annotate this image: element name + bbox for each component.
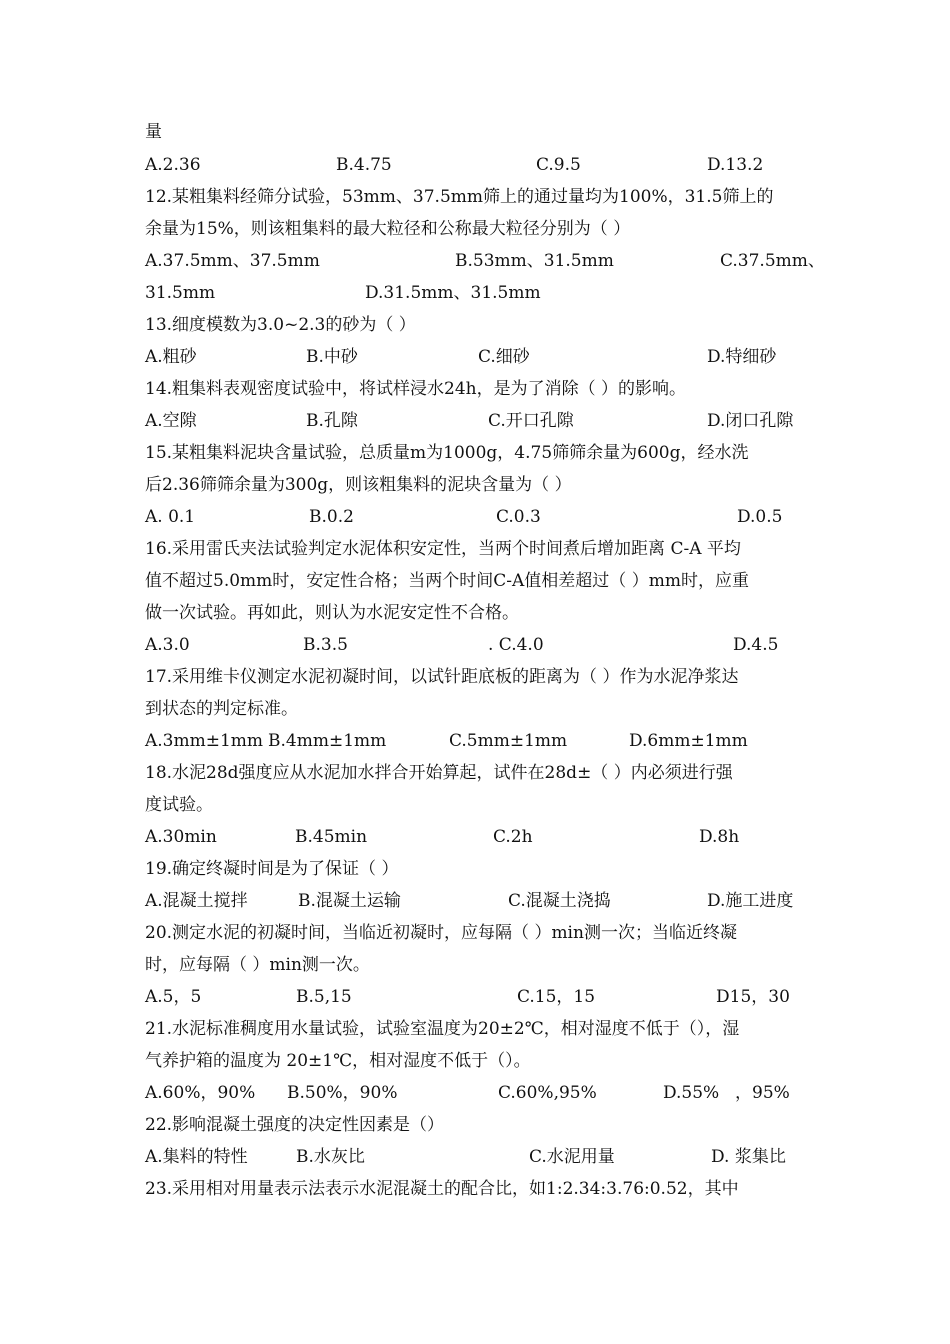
answer-option: D.31.5mm、31.5mm xyxy=(365,283,541,303)
answer-option: A.37.5mm、37.5mm xyxy=(145,251,320,271)
answer-option: B.混凝土运输 xyxy=(298,891,401,911)
text-line: 23.采用相对用量表示法表示水泥混凝土的配合比，如1:2.34:3.76:0.52，其中 xyxy=(145,1179,739,1199)
text-line: 做一次试验。再如此，则认为水泥安定性不合格。 xyxy=(145,603,519,623)
answer-option: D.13.2 xyxy=(707,155,764,175)
answer-option: A.空隙 xyxy=(145,411,197,431)
text-line: 21.水泥标准稠度用水量试验，试验室温度为20±2℃，相对湿度不低于（），湿 xyxy=(145,1019,740,1039)
answer-option: D. 浆集比 xyxy=(711,1147,786,1167)
answer-option: A.3mm±1mm xyxy=(145,731,264,751)
text-line: 量 xyxy=(145,122,162,142)
answer-option: C.2h xyxy=(493,827,533,847)
text-line: 14.粗集料表观密度试验中，将试样浸水24h，是为了消除（ ）的影响。 xyxy=(145,379,687,399)
answer-option: C.细砂 xyxy=(478,347,530,367)
text-line: 值不超过5.0mm时，安定性合格；当两个时间C-A值相差超过（ ）mm时，应重 xyxy=(145,571,749,591)
text-line: 时，应每隔（ ）min测一次。 xyxy=(145,955,370,975)
text-line: 17.采用维卡仪测定水泥初凝时间，以试针距底板的距离为（ ）作为水泥净浆达 xyxy=(145,667,739,687)
answer-option: C.9.5 xyxy=(536,155,581,175)
text-line: 13.细度模数为3.0~2.3的砂为（ ） xyxy=(145,315,416,335)
answer-option: A.集料的特性 xyxy=(145,1147,248,1167)
text-line: 19.确定终凝时间是为了保证（ ） xyxy=(145,859,399,879)
answer-option: C.开口孔隙 xyxy=(488,411,574,431)
answer-option: B.50%，90% xyxy=(287,1083,398,1103)
text-line: 20.测定水泥的初凝时间，当临近初凝时，应每隔（ ）min测一次；当临近终凝 xyxy=(145,923,737,943)
answer-option: D.4.5 xyxy=(733,635,779,655)
answer-option: D.55% xyxy=(663,1083,720,1103)
answer-option: A.混凝土搅拌 xyxy=(145,891,248,911)
answer-option: 31.5mm xyxy=(145,283,216,303)
answer-option: A.3.0 xyxy=(145,635,190,655)
answer-option: B.水灰比 xyxy=(296,1147,365,1167)
answer-option: D.施工进度 xyxy=(707,891,794,911)
answer-option: C.0.3 xyxy=(496,507,541,527)
answer-option: C.60%,95% xyxy=(498,1083,597,1103)
answer-option: B.53mm、31.5mm xyxy=(455,251,614,271)
answer-option: A.2.36 xyxy=(145,155,201,175)
answer-option: D.8h xyxy=(699,827,740,847)
text-line: 18.水泥28d强度应从水泥加水拌合开始算起，试件在28d±（ ）内必须进行强 xyxy=(145,763,733,783)
answer-option: B.3.5 xyxy=(303,635,348,655)
text-line: 12.某粗集料经筛分试验，53mm、37.5mm筛上的通过量均为100%，31.5筛上的 xyxy=(145,187,774,207)
answer-option: C.水泥用量 xyxy=(529,1147,615,1167)
answer-option: ，95% xyxy=(735,1083,790,1103)
answer-option: B.0.2 xyxy=(309,507,354,527)
answer-option: D15，30 xyxy=(716,987,790,1007)
text-line: 度试验。 xyxy=(145,795,213,815)
text-line: 16.采用雷氏夹法试验判定水泥体积安定性，当两个时间煮后增加距离 C-A 平均 xyxy=(145,539,741,559)
answer-option: D.6mm±1mm xyxy=(629,731,748,751)
answer-option: B.4mm±1mm xyxy=(268,731,387,751)
answer-option: B.5,15 xyxy=(296,987,352,1007)
answer-option: B.4.75 xyxy=(336,155,392,175)
answer-option: D.0.5 xyxy=(737,507,783,527)
answer-option: C.15，15 xyxy=(517,987,596,1007)
answer-option: B.孔隙 xyxy=(306,411,358,431)
answer-option: A.5，5 xyxy=(145,987,202,1007)
answer-option: B.中砂 xyxy=(306,347,358,367)
text-line: 气养护箱的温度为 20±1℃，相对湿度不低于（）。 xyxy=(145,1051,531,1071)
answer-option: A.粗砂 xyxy=(145,347,197,367)
answer-option: C.混凝土浇捣 xyxy=(508,891,611,911)
text-line: 后2.36筛筛余量为300g，则该粗集料的泥块含量为（ ） xyxy=(145,475,572,495)
text-line: 15.某粗集料泥块含量试验，总质量m为1000g，4.75筛筛余量为600g，经水洗 xyxy=(145,443,749,463)
answer-option: B.45min xyxy=(295,827,368,847)
answer-option: A.30min xyxy=(145,827,217,847)
answer-option: . C.4.0 xyxy=(488,635,544,655)
answer-option: D.特细砂 xyxy=(707,347,777,367)
text-line: 22.影响混凝土强度的决定性因素是（） xyxy=(145,1115,445,1135)
text-line: 余量为15%，则该粗集料的最大粒径和公称最大粒径分别为（ ） xyxy=(145,219,631,239)
answer-option: D.闭口孔隙 xyxy=(707,411,794,431)
answer-option: C.37.5mm、 xyxy=(720,251,825,271)
answer-option: C.5mm±1mm xyxy=(449,731,568,751)
answer-option: A. 0.1 xyxy=(145,507,196,527)
text-line: 到状态的判定标准。 xyxy=(145,699,298,719)
answer-option: A.60%，90% xyxy=(145,1083,256,1103)
